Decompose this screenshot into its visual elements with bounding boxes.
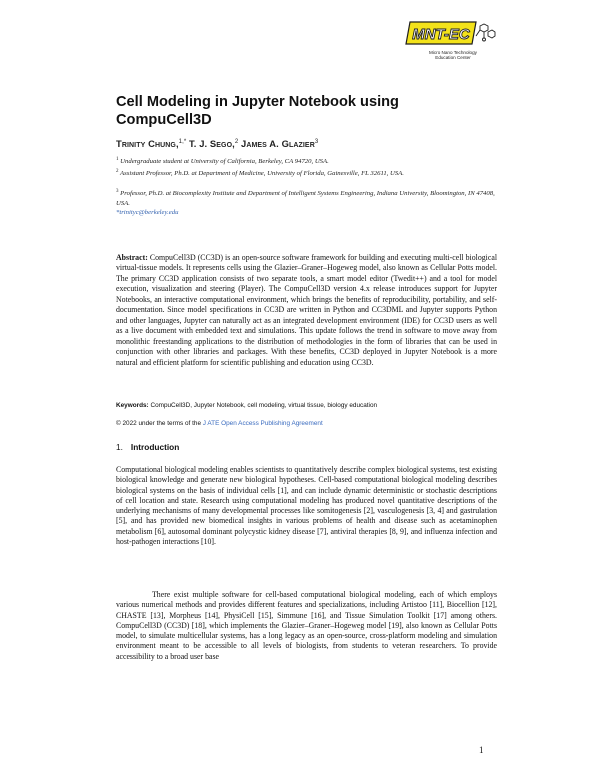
- paper-title-line2: CompuCell3D: [116, 111, 212, 128]
- affiliation-2-sup: 2: [116, 169, 119, 174]
- hexagon-network-icon: [476, 24, 495, 41]
- keywords-text: CompuCell3D, Jupyter Notebook, cell modeling, virtual tissue, biology education: [148, 402, 378, 409]
- abstract-text: CompuCell3D (CC3D) is an open-source software framework for building and executing multi-cell biological virtual-tissue models. It represents cells using the Glazier–Graner–Hogeweg model, also known as Cellular Potts model. The primary CC3D application consists of two separate tools, a smart model editor (Twedit++) and a tool for model execution, visualization and steering (Player). The CompuCell3D version 4.x release introduces support for Jupyter Notebooks, an interactive computational environment, which brings the benefits of reproducibility, portability, and self-documentation. Since model specifications in CC3D are written in Python and CC3DML and Jupyter supports Python and other languages, Jupyter can naturally act as an integrated development environment (IDE) for CC3D users as well as a live document with embedded text and simulations. This update follows the trend in software to move away from monolithic freestanding applications to the distribution of methodologies in the form of libraries that can be used in conjunction with other libraries and packages. With these benefits, CC3D deployed in Jupyter Notebook is a more natural and efficient platform for scientific publishing and education using CC3D.: [116, 253, 497, 367]
- intro-paragraph-2: There exist multiple software for cell-based computational biological modeling, each of which employs various numerical methods and provides different features and specializations, including Artistoo [11], Biocellion [12], CHASTE [13], Morpheus [14], PhysiCell [15], Simmune [16], and Tissue Simulation Toolkit [17] among others. CompuCell3D (CC3D) [18], which implements the Glazier–Graner–Hogeweg model [19], also known as Cellular Potts model, to simulate multicellular systems, has a long legacy as an open-source, cross-platform modeling and simulation environment meant to be accessible to all levels of biologists, from students to veteran researchers. To provide accessibility to a broad user base: [116, 590, 497, 661]
- affiliation-3-sup: 3: [116, 189, 119, 194]
- mnt-ec-logo-graphic: [404, 20, 496, 46]
- paper-title-line1: Cell Modeling in Jupyter Notebook using: [116, 94, 399, 110]
- mnt-ec-logo: [404, 20, 496, 64]
- author-list: [116, 138, 496, 149]
- affiliation-1-sup: 1: [116, 157, 119, 162]
- author-3-sup: 3: [314, 138, 319, 145]
- author-3: James A. Glazier: [238, 138, 315, 149]
- abstract: [116, 253, 497, 368]
- author-1-sup: 1,*: [178, 138, 187, 145]
- section-heading-introduction: [116, 442, 179, 452]
- author-2-sup: 2: [234, 138, 239, 145]
- keywords-label: Keywords:: [116, 402, 149, 409]
- affiliation-1-text: Undergraduate student at University of California, Berkeley, CA 94720, USA.: [118, 158, 329, 166]
- author-1: Trinity Chung,: [116, 138, 179, 149]
- corresponding-email-link[interactable]: *trinityc@berkeley.edu: [116, 209, 179, 216]
- logo-subtitle-line1: Micro Nano Technology: [429, 50, 477, 55]
- section-title: Introduction: [130, 442, 180, 452]
- paper-title: [116, 94, 496, 129]
- affiliation-2-text: Assistant Professor, Ph.D. at Department of Medicine, University of Florida, Gainesville, FL 32611, USA.: [118, 170, 404, 178]
- license-notice: [116, 420, 497, 427]
- intro-paragraph-1: Computational biological modeling enables scientists to quantitatively describe complex biological systems, test existing biological knowledge and generate new biological hypotheses. Cell-based computational biological modeling describes biological systems on the basis of individual cells [1], and can include dynamic deterministic or stochastic descriptions of cell location and state. Research using computational modeling has produced novel quantitative descriptions of the underlying mechanisms of many developmental processes like somitogenesis [2], vasculogenesis [3, 4] and gastrulation [5], and has provided new biomedical insights in various problems of health and disease such as acetaminophen metabolism [6], autosomal dominant polycystic kidney disease [7], antiviral therapies [8, 9], and influenza infection and host-pathogen interactions [10].: [116, 465, 497, 547]
- affiliation-2: [116, 167, 496, 179]
- author-2: T. J. Sego,: [186, 138, 235, 149]
- section-number: 1.: [116, 442, 123, 452]
- logo-wordmark: MNT-EC: [412, 26, 470, 43]
- license-text: © 2022 under the terms of the: [116, 420, 203, 427]
- affiliation-3-text: Professor, Ph.D. at Biocomplexity Institute and Department of Intelligent Systems Engineering, Indiana University, Bloomington, IN 47408, USA.: [116, 190, 495, 207]
- logo-subtitle-line2: Education Center: [435, 55, 471, 61]
- page-number: 1: [479, 745, 484, 755]
- logo-subtitle: [410, 50, 496, 61]
- affiliation-1: [116, 155, 496, 167]
- abstract-label: Abstract:: [116, 253, 148, 262]
- affiliation-3: [116, 187, 496, 208]
- license-link[interactable]: J ATE Open Access Publishing Agreement: [202, 420, 323, 427]
- keywords: [116, 402, 497, 409]
